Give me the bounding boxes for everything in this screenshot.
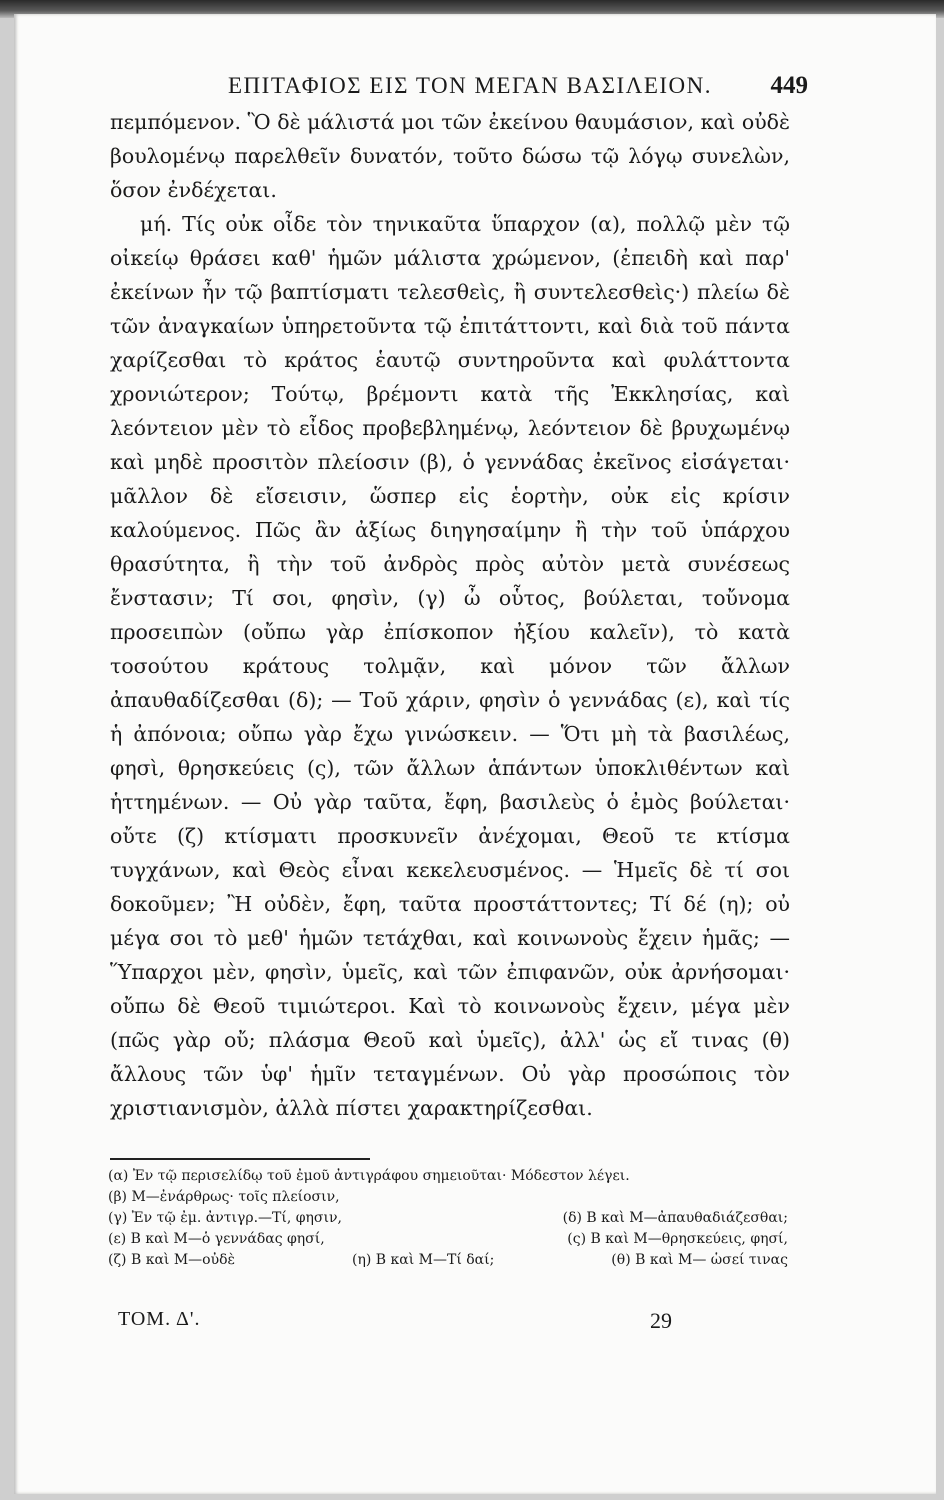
sheet-number: 29 xyxy=(650,1308,672,1333)
running-header xyxy=(228,72,808,100)
footnote-g: (γ) Ἐν τῷ ἐμ. ἀντιγρ.—Τί, φησιν, xyxy=(108,1210,342,1226)
footnote-d: (δ) Β καὶ Μ—ἀπαυθαδιάζεσθαι; xyxy=(562,1210,788,1226)
page-number: 449 xyxy=(770,72,808,99)
footnote-b: (β) Μ—ἐνάρθρως· τοῖς πλείοσιν, xyxy=(108,1189,340,1205)
footnote-a: (α) Ἐν τῷ περισελίδῳ τοῦ ἐμοῦ ἀντιγράφου σημειοῦται· Μόδεστον λέγει. xyxy=(108,1168,630,1184)
footnotes xyxy=(108,1166,788,1271)
running-title: ΕΠΙΤΑΦΙΟΣ ΕΙΣ ΤΟΝ ΜΕΓΑΝ ΒΑΣΙΛΕΙΟΝ. xyxy=(228,73,713,98)
footnote-e: (ε) Β καὶ Μ—ὁ γεννάδας φησί, xyxy=(108,1231,325,1247)
paragraph-1: πεμπόμενον. Ὃ δὲ μάλιστά μοι τῶν ἐκείνου θαυμάσιον, καὶ οὐδὲ βουλομένῳ παρελθεῖν δυνατόν, τοῦτο δώσω τῷ λόγῳ συνελὼν, ὅσον ἐνδέχεται. xyxy=(110,110,790,202)
volume-signature: ΤΟΜ. Δ'. xyxy=(118,1308,201,1330)
main-text xyxy=(110,105,790,1125)
footnote-divider xyxy=(110,1158,370,1160)
footnote-z: (ζ) Β καὶ Μ—οὐδὲ xyxy=(108,1252,236,1268)
footnote-h: (η) Β καὶ Μ—Τί δαί; xyxy=(352,1252,495,1268)
footnote-th: (θ) Β καὶ Μ— ὡσεί τινας xyxy=(611,1252,788,1268)
paragraph-2: μή. Τίς οὐκ οἶδε τὸν τηνικαῦτα ὕπαρχον (α), πολλῷ μὲν τῷ οἰκείῳ θράσει καθ' ἡμῶν μάλιστα χρώμενον, (ἐπειδὴ καὶ παρ' ἐκείνων ἦν τῷ βαπτίσματι τελεσθεὶς, ἢ συντελεσθεὶς·) πλείω δὲ τῶν ἀναγκαίων ὑπηρετοῦντα τῷ ἐπιτάττοντι, καὶ διὰ τοῦ πάντα χαρίζεσθαι τὸ κράτος ἑαυτῷ συντηροῦντα καὶ φυλάττοντα χρονιώτερον; Τούτῳ, βρέμοντι κατὰ τῆς Ἐκκλησίας, καὶ λεόντειον μὲν τὸ εἶδος προβεβλημένῳ, λεόντειον δὲ βρυχωμένῳ καὶ μηδὲ προσιτὸν πλείοσιν (β), ὁ γεννάδας ἐκεῖνος εἰσάγεται· μᾶλλον δὲ εἴσεισιν, ὥσπερ εἰς ἑορτὴν, οὐκ εἰς κρίσιν καλούμενος. Πῶς ἂν ἀξίως διηγησαίμην ἢ τὴν τοῦ ὑπάρχου θρασύτητα, ἢ τὴν τοῦ ἀνδρὸς πρὸς αὐτὸν μετὰ συνέσεως ἔνστασιν; Τί σοι, φησὶν, (γ) ὦ οὗτος, βούλεται, τοὔνομα προσειπὼν (οὔπω γὰρ ἐπίσκοπον ἠξίου καλεῖν), τὸ κατὰ τοσούτου κράτους τολμᾷν, καὶ μόνον τῶν ἄλλων ἀπαυθαδίζεσθαι (δ); — Τοῦ χάριν, φησὶν ὁ γεννάδας (ε), καὶ τίς ἡ ἀπόνοια; οὔπω γὰρ ἔχω γινώσκειν. — Ὅτι μὴ τὰ βασιλέως, φησὶ, θρησκεύεις (ς), τῶν ἄλλων ἁπάντων ὑποκλιθέντων καὶ ἡττημένων. — Οὐ γὰρ ταῦτα, ἔφη, βασιλεὺς ὁ ἐμὸς βούλεται· οὔτε (ζ) κτίσματι προσκυνεῖν ἀνέχομαι, Θεοῦ τε κτίσμα τυγχάνων, καὶ Θεὸς εἶναι κεκελευσμένος. — Ἡμεῖς δὲ τί σοι δοκοῦμεν; Ἢ οὐδὲν, ἔφη, ταῦτα προστάττοντες; Τί δέ (η); οὐ μέγα σοι τὸ μεθ' ἡμῶν τετάχθαι, καὶ κοινωνοὺς ἔχειν ἡμᾶς; — Ὕπαρχοι μὲν, φησὶν, ὑμεῖς, καὶ τῶν ἐπιφανῶν, οὐκ ἀρνήσομαι· οὔπω δὲ Θεοῦ τιμιώτεροι. Καὶ τὸ κοινωνοὺς ἔχειν, μέγα μὲν (πῶς γὰρ οὔ; πλάσμα Θεοῦ καὶ ὑμεῖς), ἀλλ' ὡς εἴ τινας (θ) ἄλλους τῶν ὑφ' ἡμῖν τεταγμένων. Οὐ γὰρ προσώποις τὸν χριστιανισμὸν, ἀλλὰ πίστει χαρακτηρίζεσθαι. xyxy=(110,212,790,1120)
footnote-st: (ς) Β καὶ Μ—θρησκεύεις, φησί, xyxy=(567,1231,788,1247)
